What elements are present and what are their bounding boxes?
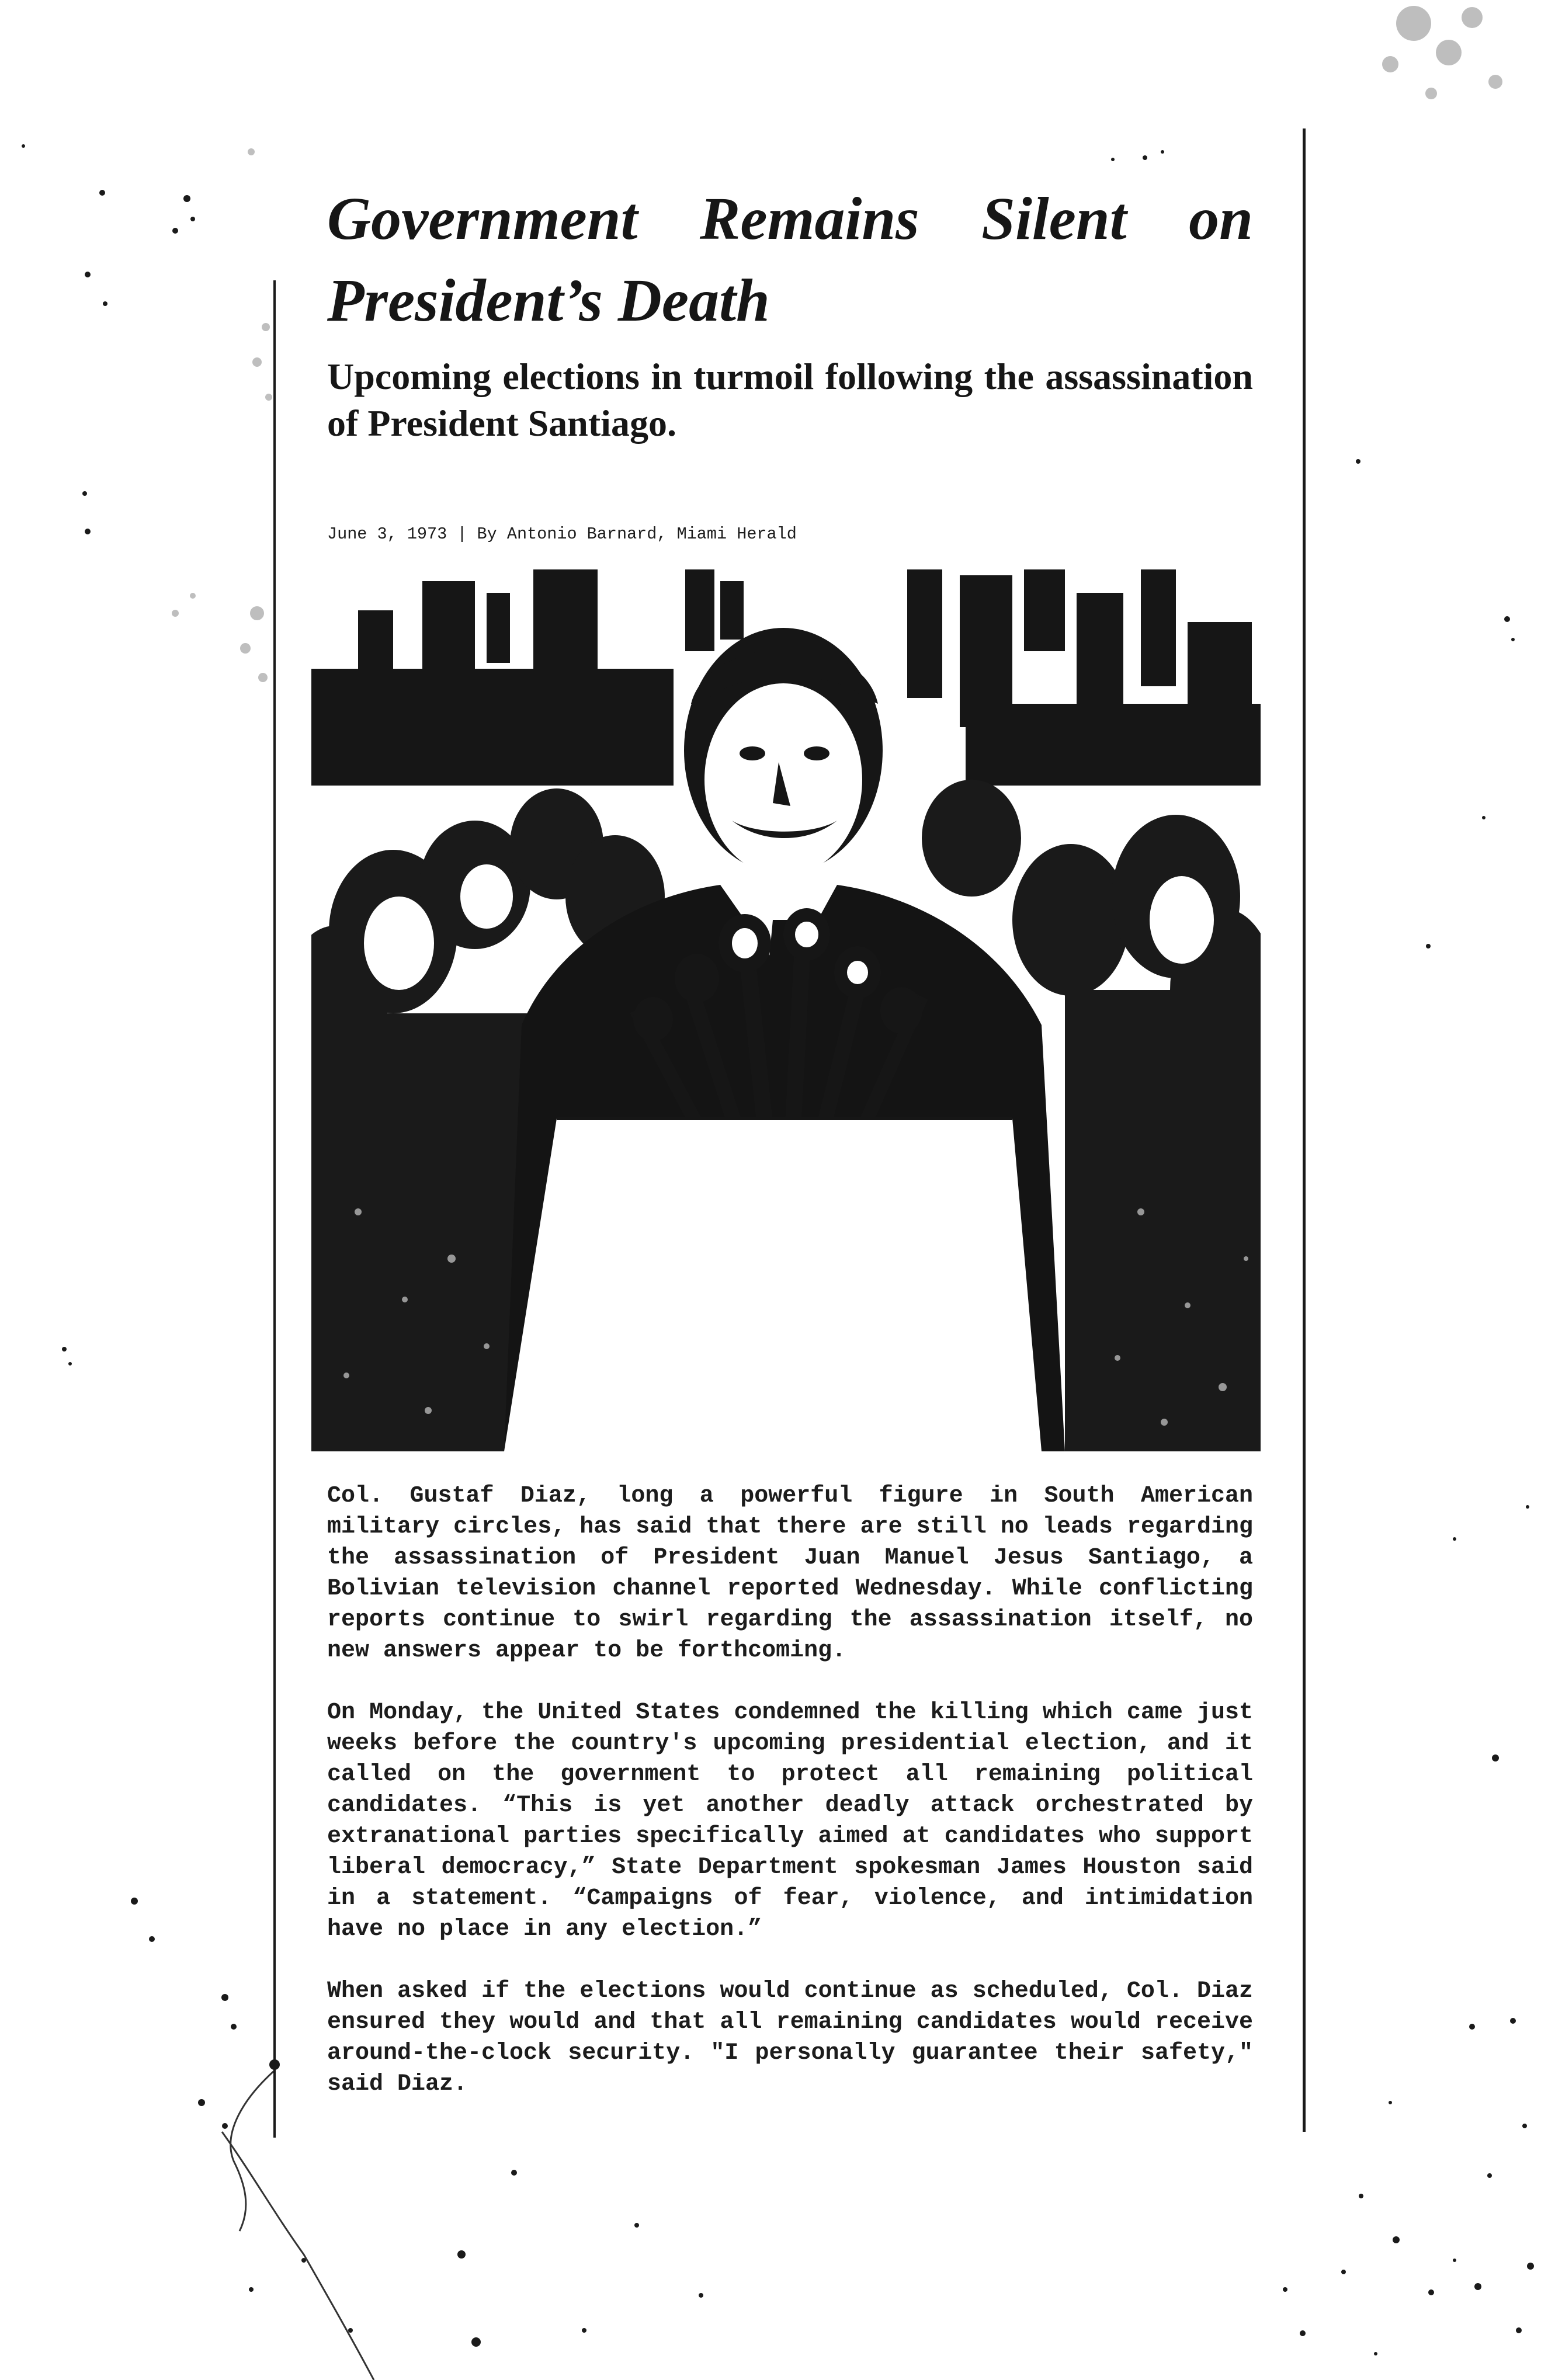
press-conference-photo xyxy=(311,569,1261,1451)
article-paragraph-3: When asked if the elections would continue as scheduled, Col. Diaz ensured they would and that all remaining candidates would receive around-the-clock security. "I personally guarantee their safety," said Diaz. xyxy=(327,1978,1253,2097)
article-dateline: June 3, 1973 | By Antonio Barnard, Miami Herald xyxy=(327,524,797,544)
article-paragraph-1: Col. Gustaf Diaz, long a powerful figure in South American military circles, has said that there are still no leads regarding the assassination of President Juan Manuel Jesus Santiago, a Bolivian television channel reported Wednesday. While conflicting reports continue to swirl regarding the assassination itself, no new answers appear to be forthcoming. xyxy=(327,1483,1253,1664)
article-subheadline: Upcoming elections in turmoil following the assassination of President Santiago. xyxy=(327,356,1253,444)
column-rule-left xyxy=(273,280,276,2138)
article-body xyxy=(327,1481,1253,2131)
column-rule-right xyxy=(1303,128,1306,2132)
article-paragraph-2: On Monday, the United States condemned the killing which came just weeks before the country's upcoming presidential election, and it called on the government to protect all remaining political candidates. “This is yet another deadly attack orchestrated by extranational parties specifically aimed at candidates who support liberal democracy,” State Department spokesman James Houston said in a statement. “Campaigns of fear, violence, and intimidation have no place in any election.” xyxy=(327,1700,1253,1943)
article-headline: Government Remains Silent on President’s Death xyxy=(327,185,1253,334)
